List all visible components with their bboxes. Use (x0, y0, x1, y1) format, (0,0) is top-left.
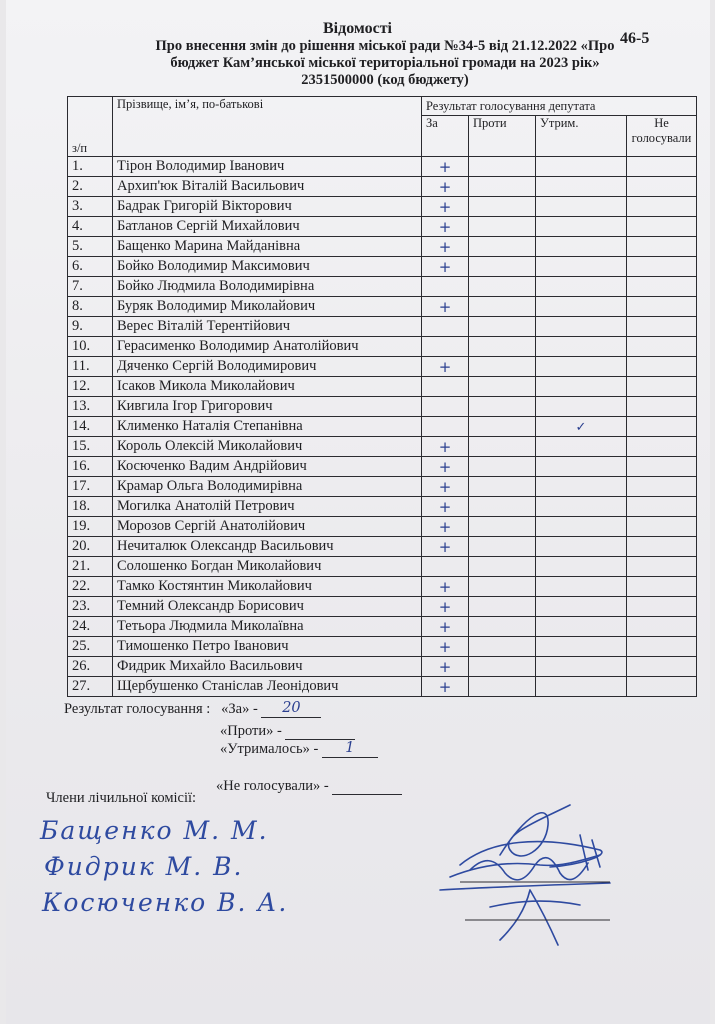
vote-for-cell (422, 157, 469, 177)
col-header-name: Прізвище, ім’я, по-батькові (113, 97, 422, 157)
subtitle-line: бюджет Кам’янської міської територіальної громади на 2023 рік» (170, 55, 600, 71)
deputy-name: Архип'юк Віталій Васильович (113, 177, 422, 197)
vote-for-cell (422, 317, 469, 337)
vote-novote-cell (627, 597, 697, 617)
deputy-name: Тамко Костянтин Миколайович (113, 577, 422, 597)
table-row (68, 237, 697, 257)
vote-mark: + (438, 657, 452, 676)
vote-for-cell (422, 537, 469, 557)
vote-mark: + (438, 357, 452, 376)
row-number: 15. (68, 437, 113, 457)
vote-for-cell (422, 357, 469, 377)
vote-mark: + (438, 517, 452, 536)
row-number: 25. (68, 637, 113, 657)
vote-novote-cell (627, 317, 697, 337)
commission-member-signature: Косюченко В. А. (42, 888, 289, 917)
abstain-label: «Утрималось» - (220, 741, 319, 757)
row-number: 21. (68, 557, 113, 577)
vote-for-cell (422, 337, 469, 357)
vote-for-cell (422, 237, 469, 257)
table-row (68, 277, 697, 297)
table-row (68, 517, 697, 537)
vote-abstain-cell (536, 657, 627, 677)
vote-against-cell (469, 397, 536, 417)
vote-for-cell (422, 257, 469, 277)
deputy-name: Кивгила Ігор Григорович (113, 397, 422, 417)
row-number: 27. (68, 677, 113, 697)
row-number: 11. (68, 357, 113, 377)
deputy-name: Темний Олександр Борисович (113, 597, 422, 617)
row-number: 6. (68, 257, 113, 277)
vote-abstain-cell (536, 297, 627, 317)
row-number: 23. (68, 597, 113, 617)
vote-novote-cell (627, 637, 697, 657)
table-row (68, 537, 697, 557)
row-number: 8. (68, 297, 113, 317)
vote-for-cell (422, 397, 469, 417)
vote-against-cell (469, 177, 536, 197)
vote-against-cell (469, 317, 536, 337)
table-row (68, 557, 697, 577)
table-row (68, 617, 697, 637)
subtitle-line: 2351500000 (код бюджету) (301, 72, 469, 88)
vote-against-cell (469, 537, 536, 557)
vote-novote-cell (627, 357, 697, 377)
vote-mark: + (438, 617, 452, 636)
row-number: 3. (68, 197, 113, 217)
row-number: 4. (68, 217, 113, 237)
table-row (68, 677, 697, 697)
deputy-name: Тимошенко Петро Іванович (113, 637, 422, 657)
vote-abstain-cell (536, 337, 627, 357)
vote-abstain-cell (536, 597, 627, 617)
vote-novote-cell (627, 497, 697, 517)
deputy-name: Дяченко Сергій Володимирович (113, 357, 422, 377)
row-number: 17. (68, 477, 113, 497)
vote-for-cell (422, 197, 469, 217)
for-label: «За» - (221, 701, 258, 717)
vote-novote-cell (627, 677, 697, 697)
vote-against-cell (469, 377, 536, 397)
vote-mark: + (438, 577, 452, 596)
table-row (68, 197, 697, 217)
vote-novote-cell (627, 377, 697, 397)
abstain-value: 1 (345, 740, 355, 756)
commission-member-signature: Бащенко М. М. (40, 816, 269, 845)
commission-member-signature: Фидрик М. В. (44, 852, 244, 881)
vote-against-cell (469, 357, 536, 377)
results-novote-line (216, 777, 402, 795)
checkmark-icon: ✓ (575, 418, 587, 434)
deputy-name: Нечиталюк Олександр Васильович (113, 537, 422, 557)
table-row (68, 397, 697, 417)
vote-for-cell (422, 677, 469, 697)
vote-abstain-cell (536, 477, 627, 497)
vote-novote-cell (627, 657, 697, 677)
vote-abstain-cell (536, 397, 627, 417)
table-row (68, 637, 697, 657)
deputy-name: Фидрик Михайло Васильович (113, 657, 422, 677)
vote-novote-cell (627, 257, 697, 277)
table-row (68, 177, 697, 197)
vote-abstain-cell (536, 237, 627, 257)
table-row (68, 657, 697, 677)
col-header-novote: Не голосували (627, 116, 697, 157)
vote-abstain-cell (536, 637, 627, 657)
table-row (68, 337, 697, 357)
table-row (68, 357, 697, 377)
vote-novote-cell (627, 557, 697, 577)
vote-mark: + (438, 677, 452, 696)
vote-against-cell (469, 637, 536, 657)
vote-novote-cell (627, 457, 697, 477)
vote-abstain-cell (536, 357, 627, 377)
row-number: 1. (68, 157, 113, 177)
voting-table (67, 96, 697, 697)
vote-mark: + (438, 177, 452, 196)
vote-abstain-cell (536, 557, 627, 577)
table-row (68, 217, 697, 237)
vote-mark: + (438, 237, 452, 256)
vote-abstain-cell (536, 577, 627, 597)
vote-mark: + (438, 497, 452, 516)
for-value: 20 (282, 700, 301, 716)
row-number: 7. (68, 277, 113, 297)
deputy-name: Солошенко Богдан Миколайович (113, 557, 422, 577)
vote-against-cell (469, 277, 536, 297)
vote-for-cell (422, 497, 469, 517)
vote-abstain-cell (536, 177, 627, 197)
deputy-name: Морозов Сергій Анатолійович (113, 517, 422, 537)
vote-abstain-cell (536, 517, 627, 537)
novote-blank (332, 777, 402, 795)
table-row (68, 297, 697, 317)
table-row (68, 257, 697, 277)
vote-against-cell (469, 677, 536, 697)
deputy-name: Клименко Наталія Степанівна (113, 417, 422, 437)
vote-novote-cell (627, 477, 697, 497)
document-subtitle (105, 38, 665, 89)
vote-abstain-cell (536, 677, 627, 697)
deputy-name: Буряк Володимир Миколайович (113, 297, 422, 317)
document-number: 46-5 (620, 30, 650, 47)
table-row (68, 457, 697, 477)
vote-against-cell (469, 597, 536, 617)
vote-abstain-cell (536, 617, 627, 637)
vote-abstain-cell (536, 437, 627, 457)
table-row (68, 477, 697, 497)
vote-against-cell (469, 497, 536, 517)
vote-novote-cell (627, 177, 697, 197)
deputy-name: Тетьора Людмила Миколаївна (113, 617, 422, 637)
vote-mark: + (438, 197, 452, 216)
table-row (68, 577, 697, 597)
vote-for-cell (422, 297, 469, 317)
deputy-name: Герасименко Володимир Анатолійович (113, 337, 422, 357)
vote-mark: + (438, 157, 452, 176)
vote-for-cell (422, 517, 469, 537)
vote-mark: + (438, 297, 452, 316)
deputy-name: Ісаков Микола Миколайович (113, 377, 422, 397)
abstain-blank (322, 740, 378, 758)
vote-novote-cell (627, 577, 697, 597)
vote-novote-cell (627, 537, 697, 557)
vote-for-cell (422, 557, 469, 577)
deputy-name: Король Олексій Миколайович (113, 437, 422, 457)
deputy-name: Батланов Сергій Михайлович (113, 217, 422, 237)
document-title: Відомості (323, 20, 392, 37)
vote-against-cell (469, 657, 536, 677)
row-number: 20. (68, 537, 113, 557)
results-against-line (220, 722, 355, 740)
vote-novote-cell (627, 157, 697, 177)
vote-mark: + (438, 477, 452, 496)
vote-against-cell (469, 417, 536, 437)
row-number: 10. (68, 337, 113, 357)
vote-against-cell (469, 477, 536, 497)
deputy-name: Бойко Володимир Максимович (113, 257, 422, 277)
table-row (68, 597, 697, 617)
vote-against-cell (469, 157, 536, 177)
col-header-for: За (422, 116, 469, 157)
deputy-name: Косюченко Вадим Андрійович (113, 457, 422, 477)
vote-for-cell (422, 597, 469, 617)
row-number: 5. (68, 237, 113, 257)
vote-for-cell (422, 177, 469, 197)
table-row (68, 157, 697, 177)
vote-for-cell (422, 577, 469, 597)
row-number: 2. (68, 177, 113, 197)
vote-against-cell (469, 457, 536, 477)
table-row (68, 317, 697, 337)
vote-for-cell (422, 417, 469, 437)
results-abstain-line (220, 740, 378, 758)
against-blank (285, 722, 355, 740)
vote-against-cell (469, 617, 536, 637)
vote-for-cell (422, 377, 469, 397)
deputy-name: Бойко Людмила Володимирівна (113, 277, 422, 297)
vote-novote-cell (627, 417, 697, 437)
vote-abstain-cell (536, 497, 627, 517)
vote-for-cell (422, 437, 469, 457)
row-number: 22. (68, 577, 113, 597)
row-number: 24. (68, 617, 113, 637)
vote-mark: + (438, 637, 452, 656)
vote-novote-cell (627, 397, 697, 417)
vote-mark: + (438, 437, 452, 456)
col-header-num: з/п (68, 97, 113, 157)
vote-for-cell (422, 477, 469, 497)
vote-novote-cell (627, 197, 697, 217)
vote-for-cell (422, 657, 469, 677)
vote-abstain-cell (536, 277, 627, 297)
deputy-name: Бадрак Григорій Вікторович (113, 197, 422, 217)
deputy-name: Крамар Ольга Володимирівна (113, 477, 422, 497)
vote-abstain-cell (536, 197, 627, 217)
row-number: 9. (68, 317, 113, 337)
vote-against-cell (469, 297, 536, 317)
vote-abstain-cell (536, 317, 627, 337)
table-row (68, 417, 697, 437)
vote-novote-cell (627, 217, 697, 237)
vote-novote-cell (627, 517, 697, 537)
subtitle-line: Про внесення змін до рішення міської ради №34-5 від 21.12.2022 «Про (155, 38, 615, 54)
row-number: 13. (68, 397, 113, 417)
vote-against-cell (469, 237, 536, 257)
vote-abstain-cell (536, 217, 627, 237)
deputy-name: Могилка Анатолій Петрович (113, 497, 422, 517)
against-label: «Проти» - (220, 723, 282, 739)
row-number: 26. (68, 657, 113, 677)
deputy-name: Тірон Володимир Іванович (113, 157, 422, 177)
results-label: Результат голосування : (64, 701, 211, 717)
table-row (68, 497, 697, 517)
vote-against-cell (469, 437, 536, 457)
vote-novote-cell (627, 437, 697, 457)
row-number: 14. (68, 417, 113, 437)
col-header-result: Результат голосування депутата (422, 97, 697, 116)
vote-novote-cell (627, 237, 697, 257)
vote-for-cell (422, 277, 469, 297)
vote-for-cell (422, 457, 469, 477)
vote-against-cell (469, 557, 536, 577)
vote-abstain-cell (536, 417, 627, 437)
vote-abstain-cell (536, 537, 627, 557)
vote-for-cell (422, 637, 469, 657)
signature-scribble (430, 795, 620, 955)
table-row (68, 377, 697, 397)
vote-for-cell (422, 617, 469, 637)
row-number: 18. (68, 497, 113, 517)
vote-against-cell (469, 197, 536, 217)
novote-label: «Не голосували» - (216, 778, 329, 794)
col-header-abstain: Утрим. (536, 116, 627, 157)
vote-against-cell (469, 257, 536, 277)
vote-novote-cell (627, 617, 697, 637)
deputy-name: Щербушенко Станіслав Леонідович (113, 677, 422, 697)
vote-mark: + (438, 457, 452, 476)
vote-mark: + (438, 597, 452, 616)
deputy-name: Бащенко Марина Майданівна (113, 237, 422, 257)
vote-against-cell (469, 517, 536, 537)
for-blank (261, 700, 321, 718)
commission-title: Члени лічильної комісії: (46, 790, 197, 806)
vote-against-cell (469, 217, 536, 237)
vote-against-cell (469, 577, 536, 597)
vote-abstain-cell (536, 377, 627, 397)
vote-novote-cell (627, 297, 697, 317)
row-number: 16. (68, 457, 113, 477)
table-row (68, 437, 697, 457)
deputy-name: Верес Віталій Терентійович (113, 317, 422, 337)
col-header-against: Проти (469, 116, 536, 157)
vote-abstain-cell (536, 457, 627, 477)
row-number: 12. (68, 377, 113, 397)
vote-for-cell (422, 217, 469, 237)
vote-novote-cell (627, 277, 697, 297)
results-for-line (64, 700, 321, 718)
vote-mark: + (438, 257, 452, 276)
vote-abstain-cell (536, 157, 627, 177)
row-number: 19. (68, 517, 113, 537)
vote-mark: + (438, 217, 452, 236)
vote-against-cell (469, 337, 536, 357)
vote-novote-cell (627, 337, 697, 357)
vote-abstain-cell (536, 257, 627, 277)
vote-mark: + (438, 537, 452, 556)
